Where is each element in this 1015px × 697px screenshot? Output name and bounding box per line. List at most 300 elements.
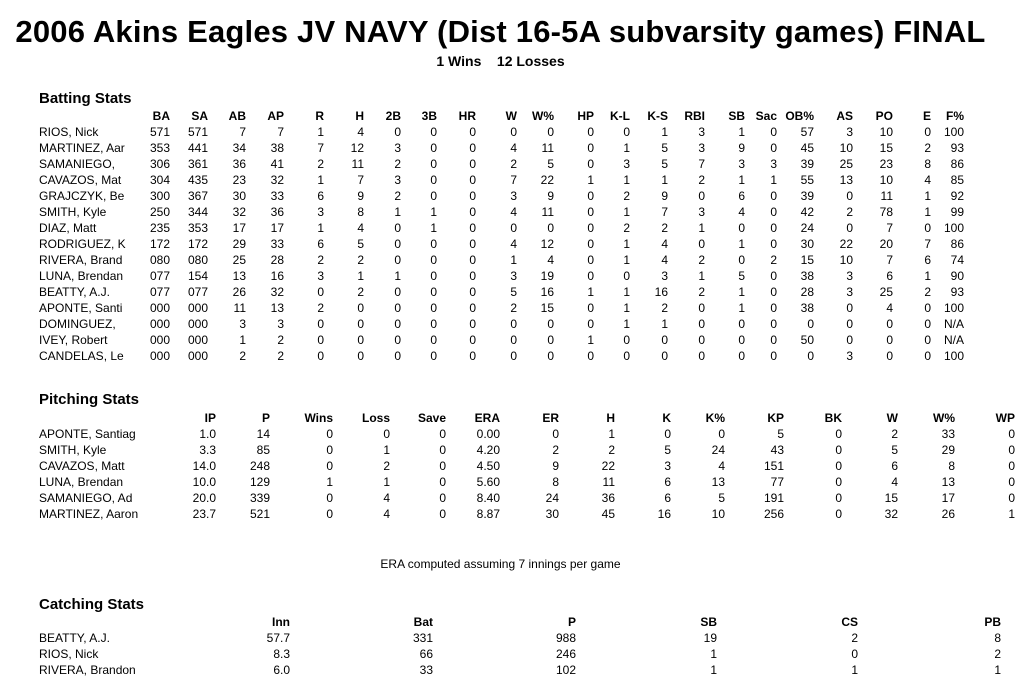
- batting-cell-ob-pct: 38: [800, 301, 814, 315]
- batting-cell-hp: 0: [587, 189, 594, 203]
- batting-cell-sa: 353: [187, 221, 208, 235]
- batting-cell-as: 3: [846, 349, 853, 363]
- batting-cell-3b: 0: [430, 157, 437, 171]
- batting-cell-hr: 0: [469, 173, 476, 187]
- batting-cell-h: 11: [351, 157, 364, 171]
- batting-cell-w-pct: 11: [541, 141, 554, 155]
- pitching-cell-wins: 0: [326, 459, 333, 473]
- pitching-cell-save: 0: [439, 491, 446, 505]
- catching-header-row: [39, 614, 1001, 630]
- batting-cell-r: 3: [317, 269, 324, 283]
- batting-cell-hp: 0: [587, 141, 594, 155]
- batting-cell-hp: 0: [587, 157, 594, 171]
- batting-cell-sa: 172: [187, 237, 208, 251]
- player-name: CANDELAS, Le: [39, 349, 124, 363]
- catching-cell-inn: 57.7: [266, 631, 290, 645]
- player-name: MARTINEZ, Aar: [39, 141, 125, 155]
- pitching-cell-wp: 0: [1008, 475, 1015, 489]
- batting-cell-hp: 0: [587, 269, 594, 283]
- batting-cell-e: 1: [924, 269, 931, 283]
- batting-cell-sac: 0: [770, 237, 777, 251]
- batting-cell-sa: 361: [187, 157, 208, 171]
- batting-cell-sb: 5: [738, 269, 745, 283]
- batting-cell-h: 12: [350, 141, 364, 155]
- batting-cell-sac: 0: [770, 349, 777, 363]
- pitching-col-header-era: ERA: [474, 411, 500, 425]
- batting-col-header-3b: 3B: [421, 109, 437, 123]
- pitching-cell-w-pct: 13: [941, 475, 955, 489]
- batting-cell-rbi: 2: [698, 285, 705, 299]
- batting-cell-sa: 000: [187, 317, 208, 331]
- batting-cell-rbi: 0: [698, 333, 705, 347]
- batting-cell-ba: 304: [149, 173, 170, 187]
- batting-cell-ap: 3: [277, 317, 284, 331]
- player-name: APONTE, Santiag: [39, 427, 136, 441]
- batting-cell-rbi: 1: [698, 221, 705, 235]
- batting-cell-k-s: 9: [661, 189, 668, 203]
- pitching-cell-w: 15: [884, 491, 898, 505]
- batting-row: [39, 284, 964, 300]
- pitching-cell-ip: 23.7: [192, 507, 216, 521]
- batting-cell-h: 0: [357, 333, 364, 347]
- batting-cell-ab: 1: [239, 333, 246, 347]
- pitching-col-header-bk: BK: [824, 411, 842, 425]
- batting-cell-2b: 2: [394, 157, 401, 171]
- pitching-cell-era: 8.40: [476, 491, 500, 505]
- pitching-cell-wp: 1: [1008, 507, 1015, 521]
- batting-cell-ba: 172: [149, 237, 170, 251]
- batting-cell-2b: 1: [394, 205, 401, 219]
- batting-cell-sac: 0: [770, 301, 777, 315]
- batting-cell-e: 0: [924, 125, 931, 139]
- batting-cell-w-pct: 0: [547, 125, 554, 139]
- batting-cell-w: 4: [510, 237, 517, 251]
- batting-cell-rbi: 2: [698, 253, 705, 267]
- batting-cell-sac: 0: [770, 221, 777, 235]
- batting-cell-ob-pct: 0: [807, 317, 814, 331]
- batting-cell-sac: 0: [770, 141, 777, 155]
- batting-cell-sa: 080: [187, 253, 208, 267]
- batting-cell-w: 0: [510, 125, 517, 139]
- batting-cell-3b: 0: [430, 333, 437, 347]
- batting-cell-ba: 080: [149, 253, 170, 267]
- pitching-col-header-k-pct: K%: [705, 411, 725, 425]
- pitching-cell-ip: 3.3: [199, 443, 216, 457]
- batting-cell-f-pct: 86: [950, 237, 964, 251]
- catching-cell-sb: 1: [710, 663, 717, 677]
- pitching-cell-k: 6: [664, 491, 671, 505]
- pitching-cell-w: 2: [891, 427, 898, 441]
- pitching-cell-h: 1: [608, 427, 615, 441]
- batting-col-header-ba: BA: [152, 109, 170, 123]
- batting-cell-3b: 0: [430, 285, 437, 299]
- pitching-cell-h: 45: [601, 507, 615, 521]
- batting-cell-hr: 0: [469, 237, 476, 251]
- batting-cell-2b: 3: [394, 141, 401, 155]
- batting-cell-as: 0: [846, 301, 853, 315]
- batting-cell-w: 5: [510, 285, 517, 299]
- pitching-cell-w-pct: 33: [941, 427, 955, 441]
- pitching-col-header-wp: WP: [995, 411, 1015, 425]
- batting-cell-ba: 000: [149, 349, 170, 363]
- batting-cell-k-s: 4: [661, 253, 668, 267]
- catching-col-header-sb: SB: [700, 615, 717, 629]
- batting-cell-sac: 0: [770, 189, 777, 203]
- pitching-cell-k: 16: [657, 507, 671, 521]
- batting-cell-k-s: 2: [661, 301, 668, 315]
- batting-cell-3b: 0: [430, 237, 437, 251]
- batting-cell-sb: 0: [738, 253, 745, 267]
- batting-cell-f-pct: 90: [950, 269, 964, 283]
- batting-cell-po: 10: [879, 125, 893, 139]
- batting-cell-rbi: 2: [698, 173, 705, 187]
- pitching-cell-w-pct: 29: [941, 443, 955, 457]
- batting-cell-h: 4: [357, 125, 364, 139]
- pitching-cell-w: 6: [891, 459, 898, 473]
- player-name: SMITH, Kyle: [39, 443, 107, 457]
- batting-cell-w-pct: 0: [547, 333, 554, 347]
- batting-cell-h: 4: [357, 221, 364, 235]
- batting-cell-w-pct: 0: [547, 349, 554, 363]
- batting-cell-hp: 0: [587, 349, 594, 363]
- pitching-cell-ip: 14.0: [192, 459, 216, 473]
- batting-cell-k-l: 1: [623, 141, 630, 155]
- pitching-row: [39, 426, 1015, 442]
- batting-cell-ab: 17: [232, 221, 246, 235]
- batting-stats-table: [39, 108, 964, 364]
- pitching-cell-w: 4: [891, 475, 898, 489]
- batting-cell-rbi: 0: [698, 317, 705, 331]
- batting-cell-e: 2: [924, 141, 931, 155]
- pitching-cell-k: 3: [664, 459, 671, 473]
- pitching-cell-wp: 0: [1008, 443, 1015, 457]
- batting-cell-f-pct: 100: [943, 301, 964, 315]
- pitching-col-header-loss: Loss: [361, 411, 390, 425]
- batting-cell-w: 2: [510, 157, 517, 171]
- batting-cell-sa: 000: [187, 349, 208, 363]
- batting-cell-ap: 2: [277, 333, 284, 347]
- pitching-col-header-kp: KP: [767, 411, 784, 425]
- batting-cell-w: 0: [510, 317, 517, 331]
- batting-cell-rbi: 1: [698, 269, 705, 283]
- batting-cell-as: 10: [839, 141, 853, 155]
- pitching-cell-era: 5.60: [476, 475, 500, 489]
- batting-cell-h: 1: [357, 269, 364, 283]
- player-name: DIAZ, Matt: [39, 221, 97, 235]
- pitching-cell-wins: 0: [326, 443, 333, 457]
- batting-col-header-sa: SA: [191, 109, 208, 123]
- batting-cell-po: 4: [886, 301, 893, 315]
- batting-cell-ab: 30: [232, 189, 246, 203]
- player-name: IVEY, Robert: [39, 333, 108, 347]
- batting-cell-r: 0: [317, 349, 324, 363]
- batting-cell-hp: 0: [587, 221, 594, 235]
- batting-cell-ab: 34: [232, 141, 246, 155]
- batting-cell-ab: 11: [233, 301, 246, 315]
- batting-cell-k-l: 3: [623, 157, 630, 171]
- pitching-cell-wp: 0: [1008, 427, 1015, 441]
- pitching-cell-p: 521: [249, 507, 270, 521]
- catching-row: [39, 630, 1001, 646]
- pitching-cell-er: 9: [552, 459, 559, 473]
- pitching-cell-save: 0: [439, 427, 446, 441]
- batting-cell-as: 0: [846, 189, 853, 203]
- batting-cell-e: 8: [924, 157, 931, 171]
- batting-col-header-w-pct: W%: [532, 109, 554, 123]
- pitching-cell-k-pct: 5: [718, 491, 725, 505]
- batting-cell-2b: 2: [394, 189, 401, 203]
- batting-cell-ob-pct: 0: [807, 349, 814, 363]
- batting-cell-k-l: 1: [623, 301, 630, 315]
- batting-cell-ap: 7: [277, 125, 284, 139]
- batting-cell-hp: 0: [587, 317, 594, 331]
- batting-cell-hr: 0: [469, 221, 476, 235]
- pitching-cell-h: 22: [601, 459, 615, 473]
- catching-row: [39, 662, 1001, 678]
- batting-cell-as: 3: [846, 269, 853, 283]
- pitching-cell-wp: 0: [1008, 491, 1015, 505]
- batting-cell-ob-pct: 50: [800, 333, 814, 347]
- pitching-cell-h: 2: [608, 443, 615, 457]
- batting-cell-h: 8: [357, 205, 364, 219]
- batting-col-header-ob-pct: OB%: [785, 109, 814, 123]
- pitching-row: [39, 506, 1015, 522]
- batting-cell-r: 6: [317, 189, 324, 203]
- batting-cell-3b: 0: [430, 301, 437, 315]
- batting-cell-h: 5: [357, 237, 364, 251]
- batting-cell-hp: 1: [587, 285, 594, 299]
- batting-cell-sac: 2: [770, 253, 777, 267]
- batting-cell-3b: 1: [430, 205, 437, 219]
- batting-cell-hr: 0: [469, 317, 476, 331]
- pitching-col-header-w: W: [886, 411, 898, 425]
- player-name: SAMANIEGO,: [39, 157, 116, 171]
- batting-cell-2b: 3: [394, 173, 401, 187]
- batting-cell-f-pct: 92: [950, 189, 964, 203]
- batting-cell-2b: 0: [394, 301, 401, 315]
- batting-cell-k-l: 1: [623, 173, 630, 187]
- season-record: [0, 53, 1001, 69]
- batting-cell-ba: 000: [149, 333, 170, 347]
- batting-col-header-sb: SB: [728, 109, 745, 123]
- batting-cell-w: 4: [510, 141, 517, 155]
- batting-cell-rbi: 7: [698, 157, 705, 171]
- pitching-cell-er: 0: [552, 427, 559, 441]
- pitching-cell-kp: 191: [763, 491, 784, 505]
- pitching-cell-wins: 1: [326, 475, 333, 489]
- pitching-cell-wp: 0: [1008, 459, 1015, 473]
- batting-cell-sa: 077: [187, 285, 208, 299]
- batting-cell-ob-pct: 28: [800, 285, 814, 299]
- catching-col-header-inn: Inn: [272, 615, 290, 629]
- batting-col-header-h: H: [355, 109, 364, 123]
- batting-cell-r: 2: [317, 301, 324, 315]
- batting-cell-po: 0: [886, 333, 893, 347]
- batting-col-header-e: E: [922, 109, 931, 123]
- batting-cell-2b: 0: [394, 285, 401, 299]
- pitching-cell-wins: 0: [326, 507, 333, 521]
- batting-cell-w-pct: 4: [547, 253, 554, 267]
- batting-col-header-k-s: K-S: [647, 109, 668, 123]
- batting-cell-k-s: 1: [661, 173, 668, 187]
- batting-cell-as: 0: [846, 221, 853, 235]
- batting-cell-k-s: 0: [661, 349, 668, 363]
- batting-cell-sac: 3: [770, 157, 777, 171]
- batting-cell-sb: 1: [738, 173, 745, 187]
- pitching-cell-k-pct: 0: [718, 427, 725, 441]
- batting-cell-k-l: 0: [623, 333, 630, 347]
- batting-cell-hr: 0: [469, 125, 476, 139]
- batting-cell-3b: 0: [430, 141, 437, 155]
- batting-cell-2b: 1: [394, 269, 401, 283]
- batting-cell-h: 9: [357, 189, 364, 203]
- batting-cell-f-pct: 100: [943, 349, 964, 363]
- pitching-col-header-h: H: [606, 411, 615, 425]
- batting-cell-ob-pct: 39: [800, 157, 814, 171]
- pitching-cell-w-pct: 17: [941, 491, 955, 505]
- batting-cell-r: 0: [317, 285, 324, 299]
- pitching-cell-kp: 43: [770, 443, 784, 457]
- batting-cell-r: 1: [317, 173, 324, 187]
- batting-cell-k-s: 4: [661, 237, 668, 251]
- batting-cell-ba: 353: [149, 141, 170, 155]
- pitching-col-header-name: [39, 410, 138, 426]
- batting-cell-sb: 0: [738, 349, 745, 363]
- batting-cell-po: 15: [879, 141, 893, 155]
- batting-cell-w-pct: 9: [547, 189, 554, 203]
- pitching-cell-h: 11: [602, 475, 615, 489]
- batting-cell-ap: 28: [270, 253, 284, 267]
- batting-cell-ap: 38: [270, 141, 284, 155]
- batting-cell-w: 0: [510, 333, 517, 347]
- batting-cell-k-s: 2: [661, 221, 668, 235]
- pitching-cell-era: 8.87: [476, 507, 500, 521]
- catching-col-header-p: P: [567, 615, 576, 629]
- batting-cell-3b: 0: [430, 189, 437, 203]
- batting-cell-e: 1: [924, 205, 931, 219]
- batting-col-header-rbi: RBI: [684, 109, 705, 123]
- batting-cell-sac: 0: [770, 317, 777, 331]
- batting-cell-as: 25: [839, 157, 853, 171]
- batting-cell-po: 10: [879, 173, 893, 187]
- batting-col-header-ap: AP: [267, 109, 284, 123]
- batting-cell-ob-pct: 30: [800, 237, 814, 251]
- pitching-row: [39, 442, 1015, 458]
- pitching-cell-bk: 0: [835, 507, 842, 521]
- batting-cell-3b: 1: [430, 221, 437, 235]
- pitching-cell-er: 8: [552, 475, 559, 489]
- batting-cell-rbi: 3: [698, 141, 705, 155]
- pitching-cell-era: 4.50: [476, 459, 500, 473]
- batting-cell-sa: 367: [187, 189, 208, 203]
- pitching-cell-k-pct: 13: [711, 475, 725, 489]
- batting-cell-ab: 7: [239, 125, 246, 139]
- batting-cell-3b: 0: [430, 125, 437, 139]
- batting-cell-po: 78: [879, 205, 893, 219]
- batting-cell-r: 7: [317, 141, 324, 155]
- pitching-cell-save: 0: [439, 507, 446, 521]
- batting-cell-ab: 2: [239, 349, 246, 363]
- pitching-cell-ip: 20.0: [192, 491, 216, 505]
- catching-cell-cs: 1: [851, 663, 858, 677]
- batting-cell-h: 2: [357, 285, 364, 299]
- batting-cell-hp: 1: [587, 173, 594, 187]
- batting-cell-2b: 0: [394, 125, 401, 139]
- batting-cell-k-l: 1: [623, 205, 630, 219]
- batting-col-header-2b: 2B: [385, 109, 401, 123]
- player-name: MARTINEZ, Aaron: [39, 507, 139, 521]
- batting-cell-2b: 0: [394, 221, 401, 235]
- batting-cell-w: 0: [510, 221, 517, 235]
- batting-row: [39, 252, 964, 268]
- batting-row: [39, 236, 964, 252]
- catching-cell-bat: 66: [419, 647, 433, 661]
- player-name: LUNA, Brendan: [39, 269, 124, 283]
- pitching-cell-save: 0: [439, 475, 446, 489]
- batting-cell-r: 1: [317, 221, 324, 235]
- batting-cell-r: 0: [317, 333, 324, 347]
- catching-col-header-pb: PB: [984, 615, 1001, 629]
- pitching-col-header-k: K: [662, 411, 671, 425]
- pitching-col-header-er: ER: [542, 411, 559, 425]
- batting-cell-po: 6: [886, 269, 893, 283]
- pitching-cell-er: 2: [552, 443, 559, 457]
- batting-cell-ap: 2: [277, 349, 284, 363]
- batting-col-header-hr: HR: [458, 109, 476, 123]
- batting-cell-sac: 0: [770, 205, 777, 219]
- batting-cell-ab: 3: [239, 317, 246, 331]
- batting-row: [39, 348, 964, 364]
- batting-cell-rbi: 0: [698, 237, 705, 251]
- batting-cell-r: 2: [317, 253, 324, 267]
- batting-row: [39, 220, 964, 236]
- batting-cell-hp: 0: [587, 253, 594, 267]
- batting-col-header-w: W: [505, 109, 517, 123]
- batting-col-header-r: R: [315, 109, 324, 123]
- player-name: LUNA, Brendan: [39, 475, 124, 489]
- batting-cell-ob-pct: 45: [800, 141, 814, 155]
- batting-cell-w: 1: [510, 253, 517, 267]
- pitching-cell-wins: 0: [326, 491, 333, 505]
- pitching-cell-loss: 0: [383, 427, 390, 441]
- batting-cell-f-pct: 100: [943, 221, 964, 235]
- pitching-cell-save: 0: [439, 459, 446, 473]
- pitching-cell-k: 0: [664, 427, 671, 441]
- batting-cell-ba: 077: [149, 269, 170, 283]
- batting-cell-f-pct: 99: [950, 205, 964, 219]
- batting-cell-f-pct: 85: [950, 173, 964, 187]
- batting-cell-e: 0: [924, 301, 931, 315]
- batting-cell-as: 0: [846, 333, 853, 347]
- batting-cell-k-s: 7: [661, 205, 668, 219]
- batting-cell-sac: 0: [770, 333, 777, 347]
- batting-cell-e: 4: [924, 173, 931, 187]
- pitching-cell-w-pct: 8: [948, 459, 955, 473]
- pitching-cell-bk: 0: [835, 475, 842, 489]
- batting-cell-w: 2: [510, 301, 517, 315]
- pitching-col-header-save: Save: [417, 411, 446, 425]
- pitching-cell-er: 24: [545, 491, 559, 505]
- batting-cell-ap: 36: [270, 205, 284, 219]
- batting-row: [39, 316, 964, 332]
- batting-cell-as: 22: [839, 237, 853, 251]
- batting-cell-hr: 0: [469, 189, 476, 203]
- player-name: SMITH, Kyle: [39, 205, 107, 219]
- losses-count: 12 Losses: [496, 53, 565, 69]
- player-name: BEATTY, A.J.: [39, 285, 110, 299]
- batting-cell-f-pct: 86: [950, 157, 964, 171]
- batting-cell-hr: 0: [469, 349, 476, 363]
